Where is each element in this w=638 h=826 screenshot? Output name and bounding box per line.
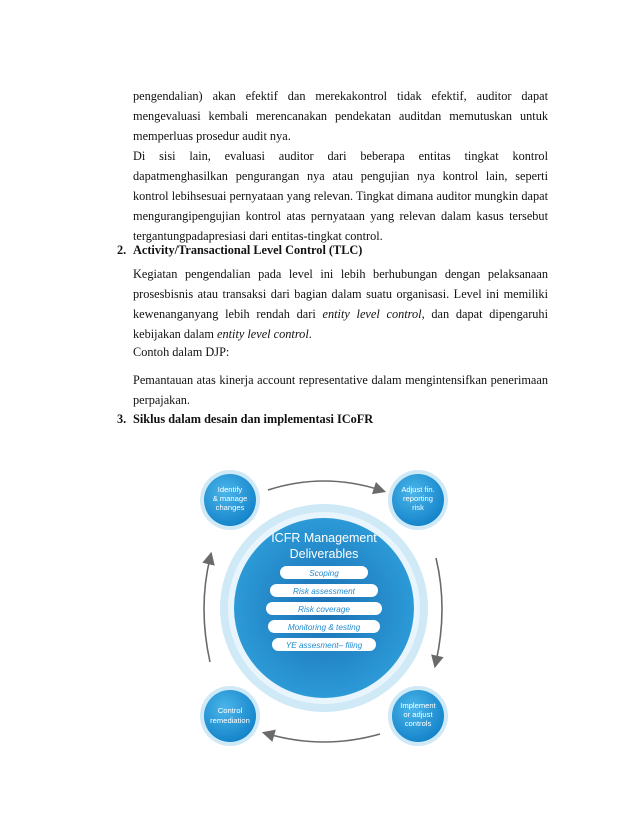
deliverable-bar-4-label: Monitoring & testing: [287, 623, 361, 632]
paragraph-2: Di sisi lain, evaluasi auditor dari beberapa entitas tingkat kontrol dapatmenghasilkan pengurangan nya atau pengujian nya kontrol lain, seperti kontrol lebihsesuai pernyataan yang relevan. Tingkat dimana auditor mungkin dapat mengurangipengujian kontrol atas pernyataan yang relevan dalam kasus tersebut tergantungpadapresiasi dari entitas-tingkat control.: [133, 149, 548, 243]
node-br-line-3: controls: [404, 719, 432, 728]
heading-2-number: 2.: [117, 243, 127, 257]
cycle-arrow-right: [436, 558, 442, 662]
deliverable-bar-4: [268, 620, 380, 633]
heading-3-text: Siklus dalam desain dan implementasi ICoFR: [133, 412, 374, 426]
node-identify-manage-changes: [200, 470, 260, 530]
deliverable-bar-3: [266, 602, 382, 615]
node-tl-line-3: changes: [215, 503, 245, 512]
heading-2: [117, 240, 362, 260]
cycle-arrow-left: [204, 558, 210, 662]
node-br-line-1: Implement: [400, 701, 436, 710]
paragraph-3-emphasis-1: entity level control: [322, 307, 422, 321]
paragraph-3-emphasis-2: entity level control: [217, 327, 309, 341]
paragraph-3: [133, 264, 548, 344]
deliverable-bar-2-label: Risk assessment: [293, 587, 355, 596]
paragraph-3-part-b: , dan dapat dipengaruhi kebijakan dalam: [133, 307, 548, 341]
paragraph-5: Pemantauan atas kinerja account representative dalam mengintensifkan penerimaan perpajakan.: [133, 373, 548, 407]
paragraph-3-part-a: Kegiatan pengendalian pada level ini lebih berhubungan dengan pelaksanaan prosesbisnis atau transaksi dari bagian dalam suatu organisasi. Level ini memiliki kewenanganyang lebih rendah dari: [133, 267, 548, 321]
node-adjust-reporting-risk: [388, 470, 448, 530]
deliverable-bar-1: [280, 566, 368, 579]
deliverable-bar-2: [270, 584, 378, 597]
node-tl-line-1: Identify: [217, 485, 243, 494]
deliverable-bar-3-label: Risk coverage: [298, 605, 350, 614]
center-title-line-2: Deliverables: [289, 547, 359, 561]
node-tr-line-3: risk: [412, 503, 424, 512]
node-implement-adjust-controls: [388, 686, 448, 746]
node-br-line-2: or adjust: [403, 710, 433, 719]
deliverable-bar-5-label: YE assesment– filing: [285, 641, 363, 650]
paragraph-1: pengendalian) akan efektif dan merekakontrol tidak efektif, auditor dapat mengevaluasi kembali merencanakan pendekatan auditdan memutuskan untuk memperluas prosedur audit nya.: [133, 89, 548, 143]
icfr-cycle-svg: [196, 466, 452, 750]
paragraph-3-part-c: .: [308, 327, 312, 341]
node-bl-line-1: Control: [217, 706, 243, 715]
heading-3: [117, 409, 373, 429]
cycle-arrow-top: [268, 481, 380, 490]
node-bl-line-2: remediation: [210, 716, 250, 725]
node-tr-line-1: Adjust fin.: [401, 485, 435, 494]
cycle-arrow-bottom: [268, 734, 380, 742]
deliverable-bar-5: [272, 638, 376, 651]
center-title-line-1: ICFR Management: [271, 531, 377, 545]
node-tr-line-2: reporting: [403, 494, 433, 503]
heading-3-number: 3.: [117, 412, 127, 426]
heading-2-text: Activity/Transactional Level Control (TLC): [133, 243, 363, 257]
deliverable-bar-1-label: Scoping: [309, 569, 339, 578]
icfr-cycle-diagram: [196, 466, 452, 750]
paragraph-4: Contoh dalam DJP:: [133, 345, 230, 359]
node-tl-line-2: & manage: [212, 494, 248, 503]
node-control-remediation: [200, 686, 260, 746]
